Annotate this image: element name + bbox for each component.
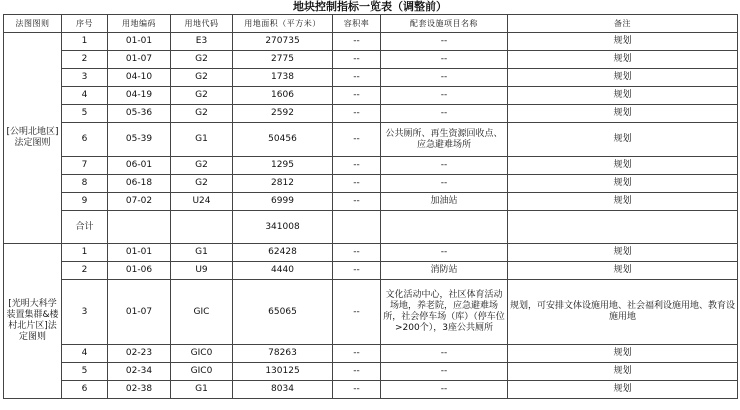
row-code: 07-02 <box>108 193 171 211</box>
row-note: 规划 <box>508 175 738 193</box>
header-plan: 法图图则 <box>4 15 62 33</box>
header-far: 容积率 <box>333 15 381 33</box>
total-empty-code <box>108 211 171 244</box>
row-seq: 2 <box>62 51 108 69</box>
total-area: 341008 <box>233 211 333 244</box>
row-area: 130125 <box>233 363 333 381</box>
row-facility: -- <box>381 175 508 193</box>
row-code: 04-19 <box>108 87 171 105</box>
row-facility: -- <box>381 345 508 363</box>
header-seq: 序号 <box>62 15 108 33</box>
plan-name: [公明北地区]法定图则 <box>4 33 62 244</box>
row-seq: 8 <box>62 175 108 193</box>
total-empty-far <box>333 211 381 244</box>
row-far: -- <box>333 123 381 157</box>
row-far: -- <box>333 69 381 87</box>
row-code: 01-06 <box>108 262 171 280</box>
row-far: -- <box>333 363 381 381</box>
row-use: G2 <box>171 87 233 105</box>
row-facility: 加油站 <box>381 193 508 211</box>
header-area: 用地面积（平方米） <box>233 15 333 33</box>
row-far: -- <box>333 345 381 363</box>
row-facility: 文化活动中心，社区体育活动场地，养老院，应急避难场所，社会停车场（库）（停车位>200个），3座公共厕所 <box>381 280 508 345</box>
row-use: G2 <box>171 175 233 193</box>
row-note: 规划 <box>508 69 738 87</box>
row-facility: -- <box>381 51 508 69</box>
row-area: 2775 <box>233 51 333 69</box>
row-area: 62428 <box>233 244 333 262</box>
row-seq: 4 <box>62 345 108 363</box>
row-area: 4440 <box>233 262 333 280</box>
row-far: -- <box>333 244 381 262</box>
row-use: G2 <box>171 105 233 123</box>
row-far: -- <box>333 33 381 51</box>
row-seq: 9 <box>62 193 108 211</box>
header-code: 用地编码 <box>108 15 171 33</box>
row-code: 06-18 <box>108 175 171 193</box>
table-title: 地块控制指标一览表（调整前） <box>293 0 447 13</box>
row-facility: 公共厕所、再生资源回收点、应急避难场所 <box>381 123 508 157</box>
row-facility: 消防站 <box>381 262 508 280</box>
table-row <box>4 33 738 51</box>
table-row <box>4 175 738 193</box>
row-far: -- <box>333 175 381 193</box>
total-empty-use <box>171 211 233 244</box>
row-facility: -- <box>381 381 508 399</box>
row-seq: 5 <box>62 363 108 381</box>
row-code: 05-39 <box>108 123 171 157</box>
row-note: 规划 <box>508 262 738 280</box>
row-note: 规划 <box>508 105 738 123</box>
row-seq: 2 <box>62 262 108 280</box>
row-area: 270735 <box>233 33 333 51</box>
table-row <box>4 105 738 123</box>
row-area: 2592 <box>233 105 333 123</box>
row-facility: -- <box>381 69 508 87</box>
row-note: 规划 <box>508 51 738 69</box>
row-area: 1738 <box>233 69 333 87</box>
row-seq: 6 <box>62 123 108 157</box>
row-note: 规划 <box>508 157 738 175</box>
row-area: 78263 <box>233 345 333 363</box>
row-note: 规划 <box>508 244 738 262</box>
plan-name: [光明大科学装置集群&楼村北片区]法定图则 <box>4 244 62 399</box>
row-far: -- <box>333 157 381 175</box>
row-use: GIC0 <box>171 345 233 363</box>
land-control-table <box>3 14 738 399</box>
total-row <box>4 211 738 244</box>
row-far: -- <box>333 51 381 69</box>
total-empty-note <box>508 211 738 244</box>
row-use: U24 <box>171 193 233 211</box>
table-row <box>4 262 738 280</box>
header-facility: 配套设施项目名称 <box>381 15 508 33</box>
row-note: 规划，可安排文体设施用地、社会福利设施用地、教育设施用地 <box>508 280 738 345</box>
row-note: 规划 <box>508 193 738 211</box>
row-far: -- <box>333 87 381 105</box>
row-area: 8034 <box>233 381 333 399</box>
row-seq: 7 <box>62 157 108 175</box>
table-row <box>4 123 738 157</box>
row-code: 04-10 <box>108 69 171 87</box>
row-code: 01-07 <box>108 51 171 69</box>
row-seq: 4 <box>62 87 108 105</box>
row-seq: 1 <box>62 33 108 51</box>
row-note: 规划 <box>508 123 738 157</box>
table-row <box>4 381 738 399</box>
row-area: 6999 <box>233 193 333 211</box>
row-use: U9 <box>171 262 233 280</box>
row-use: G1 <box>171 244 233 262</box>
row-far: -- <box>333 193 381 211</box>
header-use: 用地代码 <box>171 15 233 33</box>
table-row <box>4 87 738 105</box>
row-note: 规划 <box>508 33 738 51</box>
row-far: -- <box>333 105 381 123</box>
row-code: 06-01 <box>108 157 171 175</box>
row-use: G1 <box>171 381 233 399</box>
table-row <box>4 244 738 262</box>
row-seq: 5 <box>62 105 108 123</box>
table-row <box>4 193 738 211</box>
row-far: -- <box>333 280 381 345</box>
row-code: 02-23 <box>108 345 171 363</box>
row-far: -- <box>333 262 381 280</box>
table-row <box>4 51 738 69</box>
row-use: G2 <box>171 51 233 69</box>
table-row <box>4 157 738 175</box>
row-code: 01-01 <box>108 244 171 262</box>
row-note: 规划 <box>508 345 738 363</box>
row-use: G1 <box>171 123 233 157</box>
row-area: 50456 <box>233 123 333 157</box>
row-facility: -- <box>381 33 508 51</box>
table-row <box>4 69 738 87</box>
row-area: 65065 <box>233 280 333 345</box>
row-note: 规划 <box>508 381 738 399</box>
row-facility: -- <box>381 87 508 105</box>
row-seq: 3 <box>62 280 108 345</box>
row-code: 02-34 <box>108 363 171 381</box>
row-area: 1606 <box>233 87 333 105</box>
row-note: 规划 <box>508 87 738 105</box>
row-use: G2 <box>171 157 233 175</box>
header-note: 备注 <box>508 15 738 33</box>
table-row <box>4 363 738 381</box>
total-label: 合计 <box>62 211 108 244</box>
row-area: 1295 <box>233 157 333 175</box>
row-code: 05-36 <box>108 105 171 123</box>
row-use: GIC <box>171 280 233 345</box>
row-area: 2812 <box>233 175 333 193</box>
row-facility: -- <box>381 363 508 381</box>
row-code: 01-01 <box>108 33 171 51</box>
row-seq: 1 <box>62 244 108 262</box>
row-facility: -- <box>381 105 508 123</box>
row-code: 02-38 <box>108 381 171 399</box>
row-note: 规划 <box>508 363 738 381</box>
table-row <box>4 345 738 363</box>
row-facility: -- <box>381 244 508 262</box>
table-row <box>4 280 738 345</box>
row-seq: 3 <box>62 69 108 87</box>
row-seq: 6 <box>62 381 108 399</box>
row-facility: -- <box>381 157 508 175</box>
row-far: -- <box>333 381 381 399</box>
row-use: GIC0 <box>171 363 233 381</box>
row-code: 01-07 <box>108 280 171 345</box>
row-use: E3 <box>171 33 233 51</box>
total-empty-facility <box>381 211 508 244</box>
header-row <box>4 15 738 33</box>
row-use: G2 <box>171 69 233 87</box>
